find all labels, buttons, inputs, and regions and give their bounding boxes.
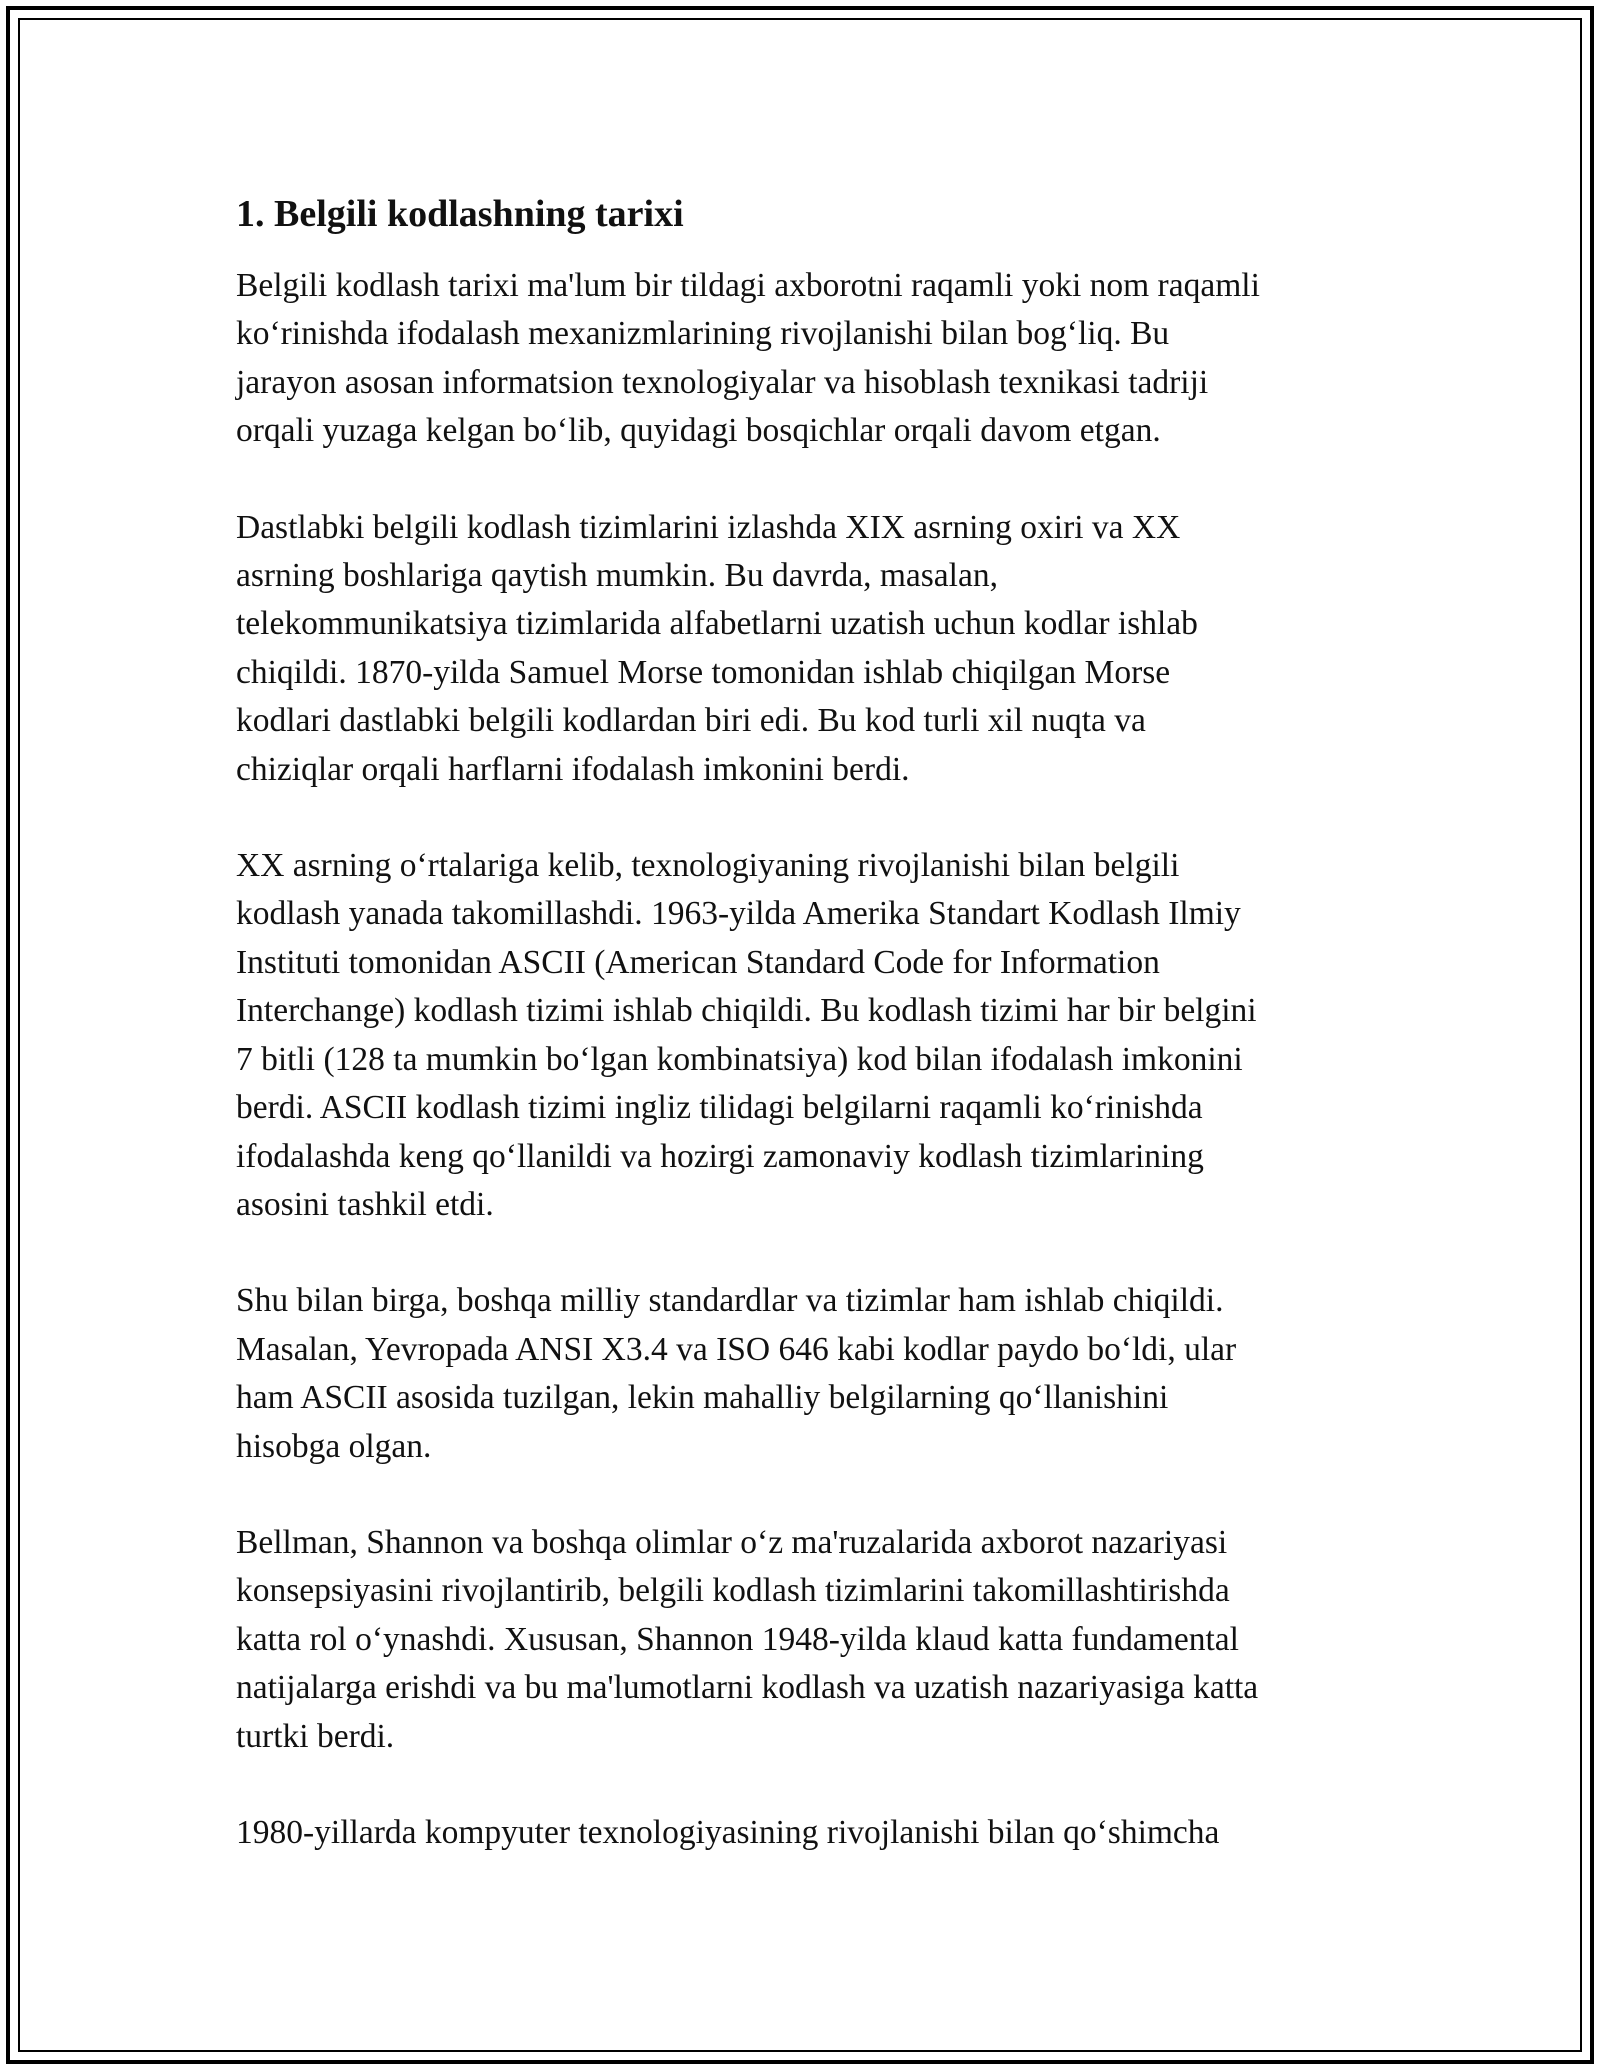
paragraph-5: Bellman, Shannon va boshqa olimlar o‘z ma'ruzalarida axborot nazariyasi konsepsiyasini rivojlantirib, belgili kodlash tizimlarini takomillashtirishda katta rol o‘ynashdi. Xususan, Shannon 1948-yilda klaud katta fundamental natijalarga erishdi va bu ma'lumotlarni kodlash va uzatish nazariyasiga katta turtki berdi. bbox=[236, 1523, 1259, 1755]
paragraph-2: Dastlabki belgili kodlash tizimlarini izlashda XIX asrning oxiri va XX asrning boshlariga qaytish mumkin. Bu davrda, masalan, telekommunikatsiya tizimlarida alfabetlarni uzatish uchun kodlar ishlab chiqildi. 1870-yilda Samuel Morse tomonidan ishlab chiqilgan Morse kodlari dastlabki belgili kodlardan biri edi. Bu kod turli xil nuqta va chiziqlar orqali harflarni ifodalash imkonini berdi. bbox=[236, 508, 1198, 788]
document-body bbox=[236, 190, 1366, 1905]
paragraph-4: Shu bilan birga, boshqa milliy standardlar va tizimlar ham ishlab chiqildi. Masalan, Yevropada ANSI X3.4 va ISO 646 kabi kodlar paydo bo‘ldi, ular ham ASCII asosida tuzilgan, lekin mahalliy belgilarning qo‘llanishini hisobga olgan. bbox=[236, 1282, 1237, 1465]
paragraph-3: XX asrning o‘rtalariga kelib, texnologiyaning rivojlanishi bilan belgili kodlash yanada takomillashdi. 1963-yilda Amerika Standart Kodlash Ilmiy Instituti tomonidan ASCII (American Standard Code for Information Interchange) kodlash tizimi ishlab chiqildi. Bu kodlash tizimi har bir belgini 7 bitli (128 ta mumkin bo‘lgan kombinatsiya) kod bilan ifodalash imkonini berdi. ASCII kodlash tizimi ingliz tilidagi belgilarni raqamli ko‘rinishda ifodalashda keng qo‘llanildi va hozirgi zamonaviy kodlash tizimlarining asosini tashkil etdi. bbox=[236, 847, 1257, 1223]
paragraph-6: 1980-yillarda kompyuter texnologiyasining rivojlanishi bilan qo‘shimcha bbox=[236, 1813, 1220, 1851]
section-heading: 1. Belgili kodlashning tarixi bbox=[236, 193, 684, 235]
paragraph-1: Belgili kodlash tarixi ma'lum bir tildagi axborotni raqamli yoki nom raqamli ko‘rinishda ifodalash mexanizmlarining rivojlanishi bilan bog‘liq. Bu jarayon asosan informatsion texnologiyalar va hisoblash texnikasi tadriji orqali yuzaga kelgan bo‘lib, quyidagi bosqichlar orqali davom etgan. bbox=[236, 267, 1260, 450]
